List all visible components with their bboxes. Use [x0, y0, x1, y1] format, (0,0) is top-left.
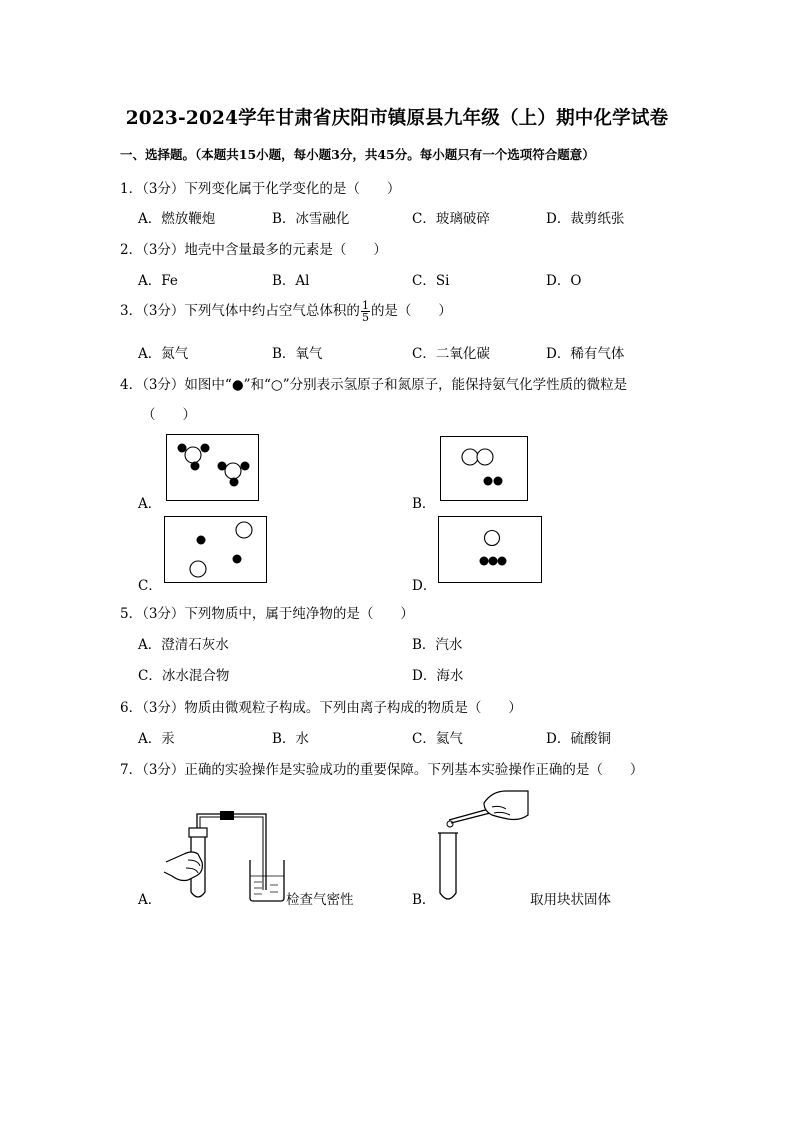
n-atom — [485, 531, 500, 546]
h-atom — [230, 478, 239, 487]
separate-atoms-diagram — [165, 517, 268, 584]
n-atom — [236, 522, 252, 538]
fraction-one-fifth: $\frac{1}{5}$ — [361, 299, 369, 324]
q5-option-d[interactable]: D．海水 — [412, 668, 464, 684]
h-atom — [484, 477, 493, 486]
q3-stem-before: 3．（3分）下列气体中约占空气总体积的 — [120, 303, 360, 319]
q6-option-b[interactable]: B．水 — [272, 731, 309, 747]
delivery-tube — [197, 814, 266, 890]
q4-option-c[interactable]: C． — [138, 578, 162, 594]
question-7: 7．（3分）正确的实验操作是实验成功的重要保障。下列基本实验操作正确的是（ ） — [120, 762, 644, 778]
q3-option-a[interactable]: A．氮气 — [138, 346, 189, 362]
q1-option-b[interactable]: B．冰雪融化 — [272, 211, 350, 227]
h-atom — [191, 462, 200, 471]
h-atom — [233, 555, 242, 564]
q4-option-d[interactable]: D． — [412, 578, 437, 594]
q4-figure-b — [440, 436, 528, 501]
n-atom — [225, 463, 241, 479]
q3-stem-after: 的是（ ） — [370, 303, 452, 319]
stopper — [189, 828, 207, 837]
section-heading: 一、选择题。（本题共15小题，每小题3分，共45分。每小题只有一个选项符合题意） — [120, 147, 595, 162]
q2-option-a[interactable]: A．Fe — [138, 273, 178, 289]
hand — [484, 791, 528, 820]
q2-option-c[interactable]: C．Si — [412, 273, 450, 289]
q4-option-a[interactable]: A． — [138, 496, 162, 512]
q5-option-c[interactable]: C．冰水混合物 — [138, 668, 230, 684]
n2-h2-diagram — [441, 437, 529, 502]
q1-option-c[interactable]: C．玻璃破碎 — [412, 211, 490, 227]
q5-option-a[interactable]: A．澄清石灰水 — [138, 637, 229, 653]
h-atom — [494, 477, 503, 486]
test-tube — [440, 833, 456, 899]
h-atom — [480, 557, 489, 566]
question-1: 1．（3分）下列变化属于化学变化的是（ ） — [120, 181, 401, 197]
hand — [164, 852, 202, 881]
q3-option-c[interactable]: C．二氧化碳 — [412, 346, 490, 362]
q7-caption-b: 取用块状固体 — [530, 892, 611, 908]
question-4: 4．（3分）如图中“●”和“○”分别表示氢原子和氮原子，能保持氨气化学性质的微粒是 — [120, 377, 628, 393]
q4-figure-d — [438, 516, 542, 583]
q4-figure-c — [164, 516, 267, 583]
n-atom — [477, 449, 493, 465]
q4-figure-a — [166, 434, 259, 501]
q7-option-b[interactable]: B． — [412, 892, 436, 908]
n-atom — [462, 449, 478, 465]
n-atom — [190, 561, 206, 577]
q7-option-a[interactable]: A． — [138, 892, 162, 908]
rubber-joint — [220, 811, 234, 820]
h-atom — [498, 557, 507, 566]
beaker — [250, 860, 284, 901]
h-atom — [201, 444, 210, 453]
h-atom — [489, 557, 498, 566]
question-2: 2．（3分）地壳中含量最多的元素是（ ） — [120, 242, 387, 258]
q3-option-b[interactable]: B．氧气 — [272, 346, 323, 362]
page-title: 2023-2024学年甘肃省庆阳市镇原县九年级（上）期中化学试卷 — [125, 108, 669, 129]
solid-block — [447, 821, 453, 827]
q3-option-d[interactable]: D．稀有气体 — [546, 346, 625, 362]
q2-option-b[interactable]: B．Al — [272, 273, 310, 289]
question-6: 6．（3分）物质由微观粒子构成。下列由离子构成的物质是（ ） — [120, 700, 522, 716]
question-3 — [120, 299, 452, 323]
ammonia-molecules-diagram — [167, 435, 260, 502]
n-h3-diagram — [439, 517, 543, 584]
airtightness-check-figure — [158, 810, 288, 905]
solid-sampling-figure — [432, 785, 532, 905]
h-atom — [178, 444, 187, 453]
n-atom — [185, 447, 201, 463]
q5-option-b[interactable]: B．汽水 — [412, 637, 463, 653]
q1-option-d[interactable]: D．裁剪纸张 — [546, 211, 625, 227]
question-5: 5．（3分）下列物质中，属于纯净物的是（ ） — [120, 606, 414, 622]
q6-option-d[interactable]: D．硫酸铜 — [546, 731, 611, 747]
q1-option-a[interactable]: A．燃放鞭炮 — [138, 211, 216, 227]
question-4-bracket: （ ） — [142, 407, 196, 423]
q4-option-b[interactable]: B． — [412, 496, 436, 512]
h-atom — [241, 462, 250, 471]
q6-option-a[interactable]: A．汞 — [138, 731, 175, 747]
q7-caption-a: 检查气密性 — [286, 892, 354, 908]
q2-option-d[interactable]: D．O — [546, 273, 582, 289]
h-atom — [197, 536, 206, 545]
q6-option-c[interactable]: C．氦气 — [412, 731, 463, 747]
